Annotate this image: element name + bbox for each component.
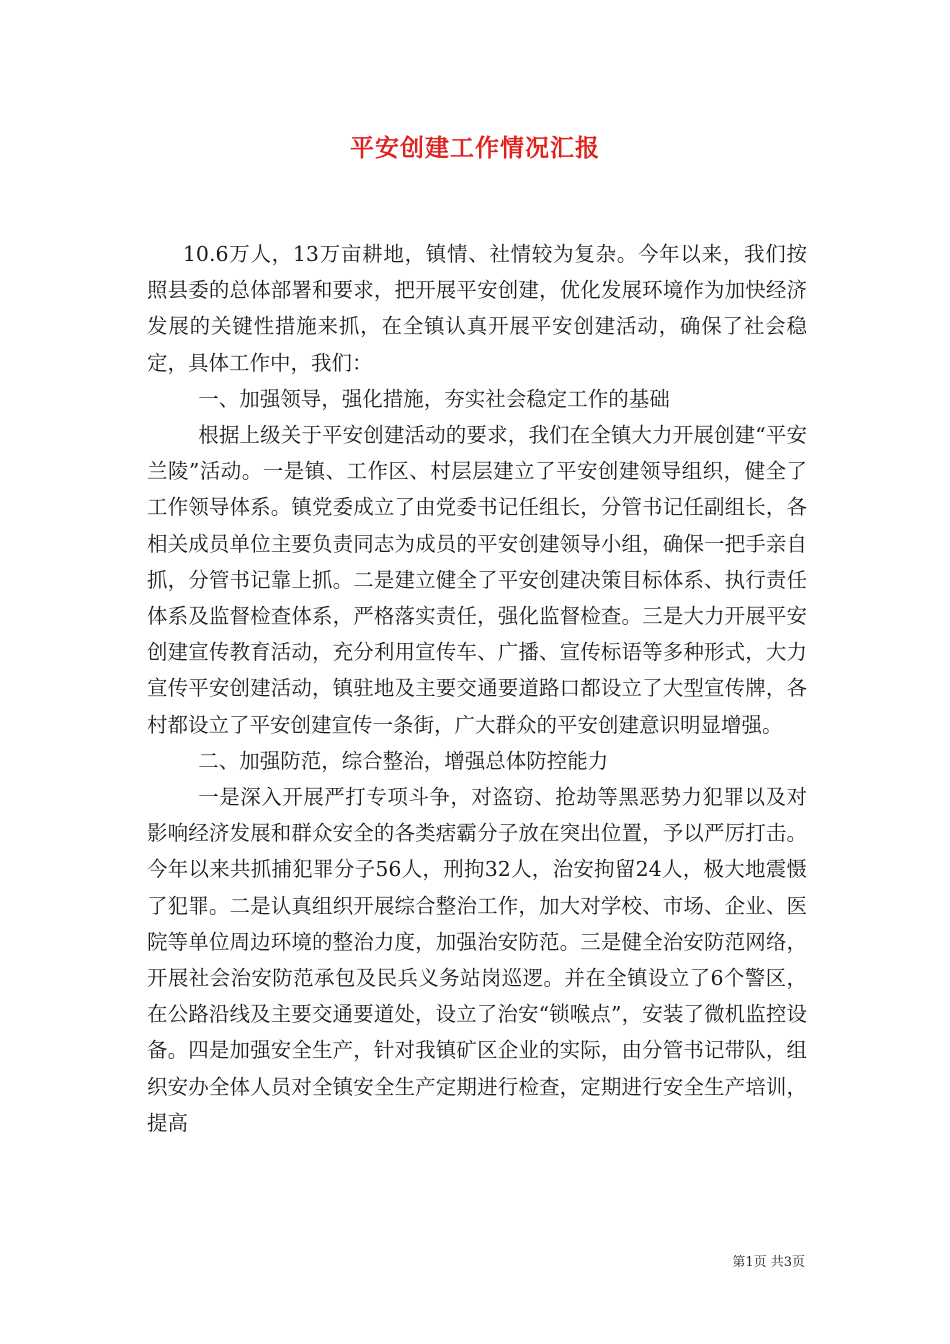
paragraph-intro: 10.6万人，13万亩耕地，镇情、社情较为复杂。今年以来，我们按照县委的总体部署和要求，把开展平安创建，优化发展环境作为加快经济发展的关键性措施来抓，在全镇认真开展平安创建活动，确保了社会稳定，具体工作中，我们：: [147, 242, 807, 375]
paragraph-section-1: 根据上级关于平安创建活动的要求，我们在全镇大力开展创建“平安兰陵”活动。一是镇、工作区、村层层建立了平安创建领导组织，健全了工作领导体系。镇党委成立了由党委书记任组长，分管书记任副组长，各相关成员单位主要负责同志为成员的平安创建领导小组，确保一把手亲自抓，分管书记靠上抓。二是建立健全了平安创建决策目标体系、执行责任体系及监督检查体系，严格落实责任，强化监督检查。三是大力开展平安创建宣传教育活动，充分利用宣传车、广播、宣传标语等多种形式，大力宣传平安创建活动，镇驻地及主要交通要道路口都设立了大型宣传牌，各村都设立了平安创建宣传一条街，广大群众的平安创建意识明显增强。: [147, 423, 807, 737]
document-body: [147, 236, 807, 1141]
paragraph-section-2: 一是深入开展严打专项斗争，对盗窃、抢劫等黑恶势力犯罪以及对影响经济发展和群众安全的各类痞霸分子放在突出位置，予以严厉打击。今年以来共抓捕犯罪分子56人，刑拘32人，治安拘留24人，极大地震慑了犯罪。二是认真组织开展综合整治工作，加大对学校、市场、企业、医院等单位周边环境的整治力度，加强治安防范。三是健全治安防范网络，开展社会治安防范承包及民兵义务站岗巡逻。并在全镇设立了6个警区，在公路沿线及主要交通要道处，设立了治安“锁喉点”，安装了微机监控设备。四是加强安全生产，针对我镇矿区企业的实际，由分管书记带队，组织安办全体人员对全镇安全生产定期进行检查，定期进行安全生产培训，提高: [147, 785, 807, 1135]
section-heading-2: 二、加强防范，综合整治，增强总体防控能力: [198, 748, 609, 773]
page-number-footer: 第1页 共3页: [732, 1255, 805, 1270]
section-heading-1: 一、加强领导，强化措施，夯实社会稳定工作的基础: [198, 386, 670, 411]
document-title: 平安创建工作情况汇报: [350, 133, 600, 162]
